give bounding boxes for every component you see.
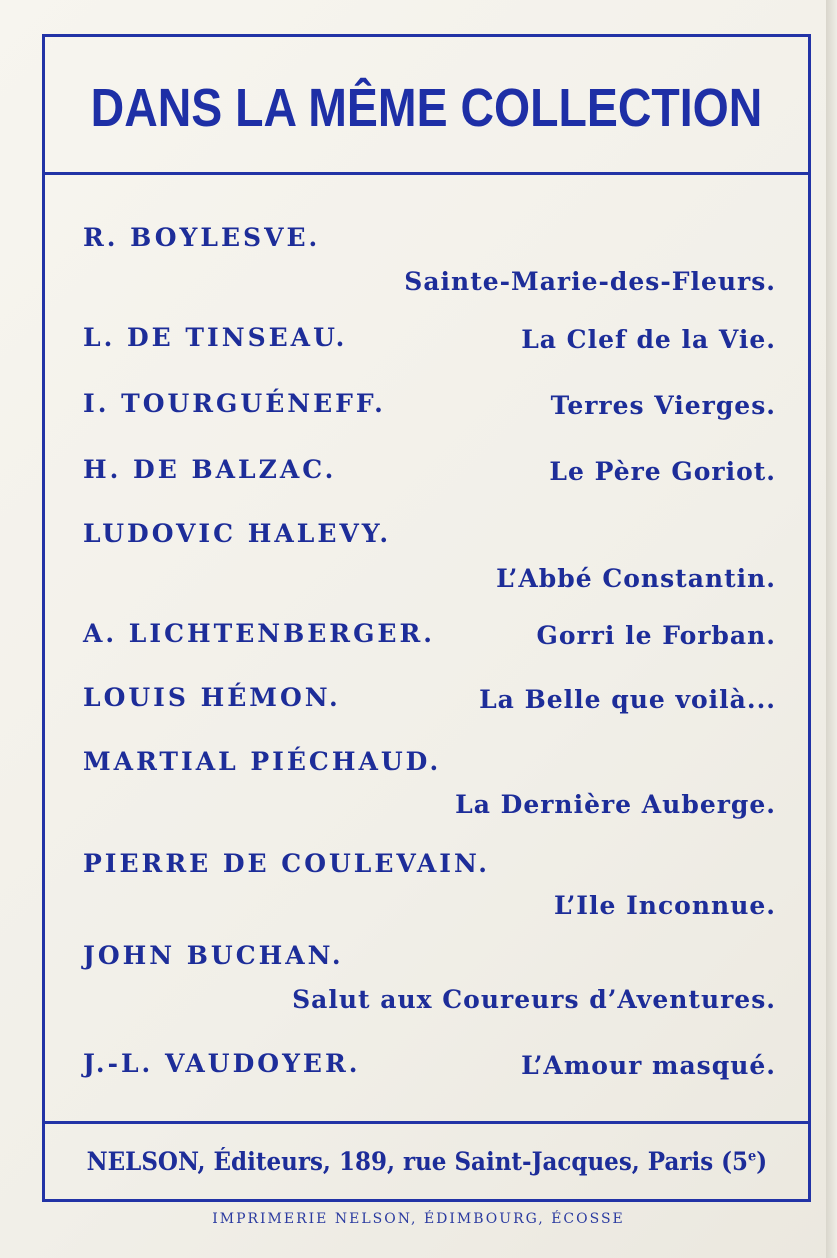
entry-author: L. DE TINSEAU. bbox=[83, 323, 348, 352]
publisher-line bbox=[86, 1147, 767, 1176]
entry-author: JOHN BUCHAN. bbox=[83, 941, 344, 970]
entry-author: R. BOYLESVE. bbox=[83, 223, 321, 252]
catalog-frame bbox=[42, 34, 811, 1202]
entry-author: H. DE BALZAC. bbox=[83, 455, 337, 484]
entry-title: L’Ile Inconnue. bbox=[554, 891, 776, 920]
entry-author: LOUIS HÉMON. bbox=[83, 683, 341, 712]
entry-author: J.-L. VAUDOYER. bbox=[83, 1049, 361, 1078]
publisher-band bbox=[45, 1121, 808, 1199]
entry-author: MARTIAL PIÉCHAUD. bbox=[83, 747, 442, 776]
entry-title: Sainte-Marie-des-Fleurs. bbox=[404, 267, 776, 296]
arrondissement-suffix: e bbox=[747, 1148, 756, 1165]
printer-imprint: IMPRIMERIE NELSON, ÉDIMBOURG, ÉCOSSE bbox=[212, 1211, 625, 1227]
entry-author: A. LICHTENBERGER. bbox=[83, 619, 435, 648]
page-title: DANS LA MÊME COLLECTION bbox=[90, 77, 763, 138]
entry-title: Salut aux Coureurs d’Aventures. bbox=[292, 985, 776, 1014]
entry-author: LUDOVIC HALEVY. bbox=[83, 519, 392, 548]
entry-author: I. TOURGUÉNEFF. bbox=[83, 389, 386, 418]
entry-title: L’Abbé Constantin. bbox=[496, 564, 776, 593]
entry-title: Le Père Goriot. bbox=[549, 457, 776, 486]
closing-paren: ) bbox=[755, 1147, 767, 1176]
header-band bbox=[45, 37, 808, 175]
entry-title: L’Amour masqué. bbox=[521, 1051, 776, 1080]
publisher-address: NELSON, Éditeurs, 189, rue Saint-Jacques, Paris (5 bbox=[86, 1147, 748, 1176]
entry-title: La Belle que voilà... bbox=[479, 685, 776, 714]
page-edge bbox=[826, 0, 837, 1258]
entry-title: Terres Vierges. bbox=[550, 391, 776, 420]
entry-title: La Clef de la Vie. bbox=[521, 325, 776, 354]
entry-title: Gorri le Forban. bbox=[536, 621, 776, 650]
entry-title: La Dernière Auberge. bbox=[455, 790, 776, 819]
entry-author: PIERRE DE COULEVAIN. bbox=[83, 849, 490, 878]
